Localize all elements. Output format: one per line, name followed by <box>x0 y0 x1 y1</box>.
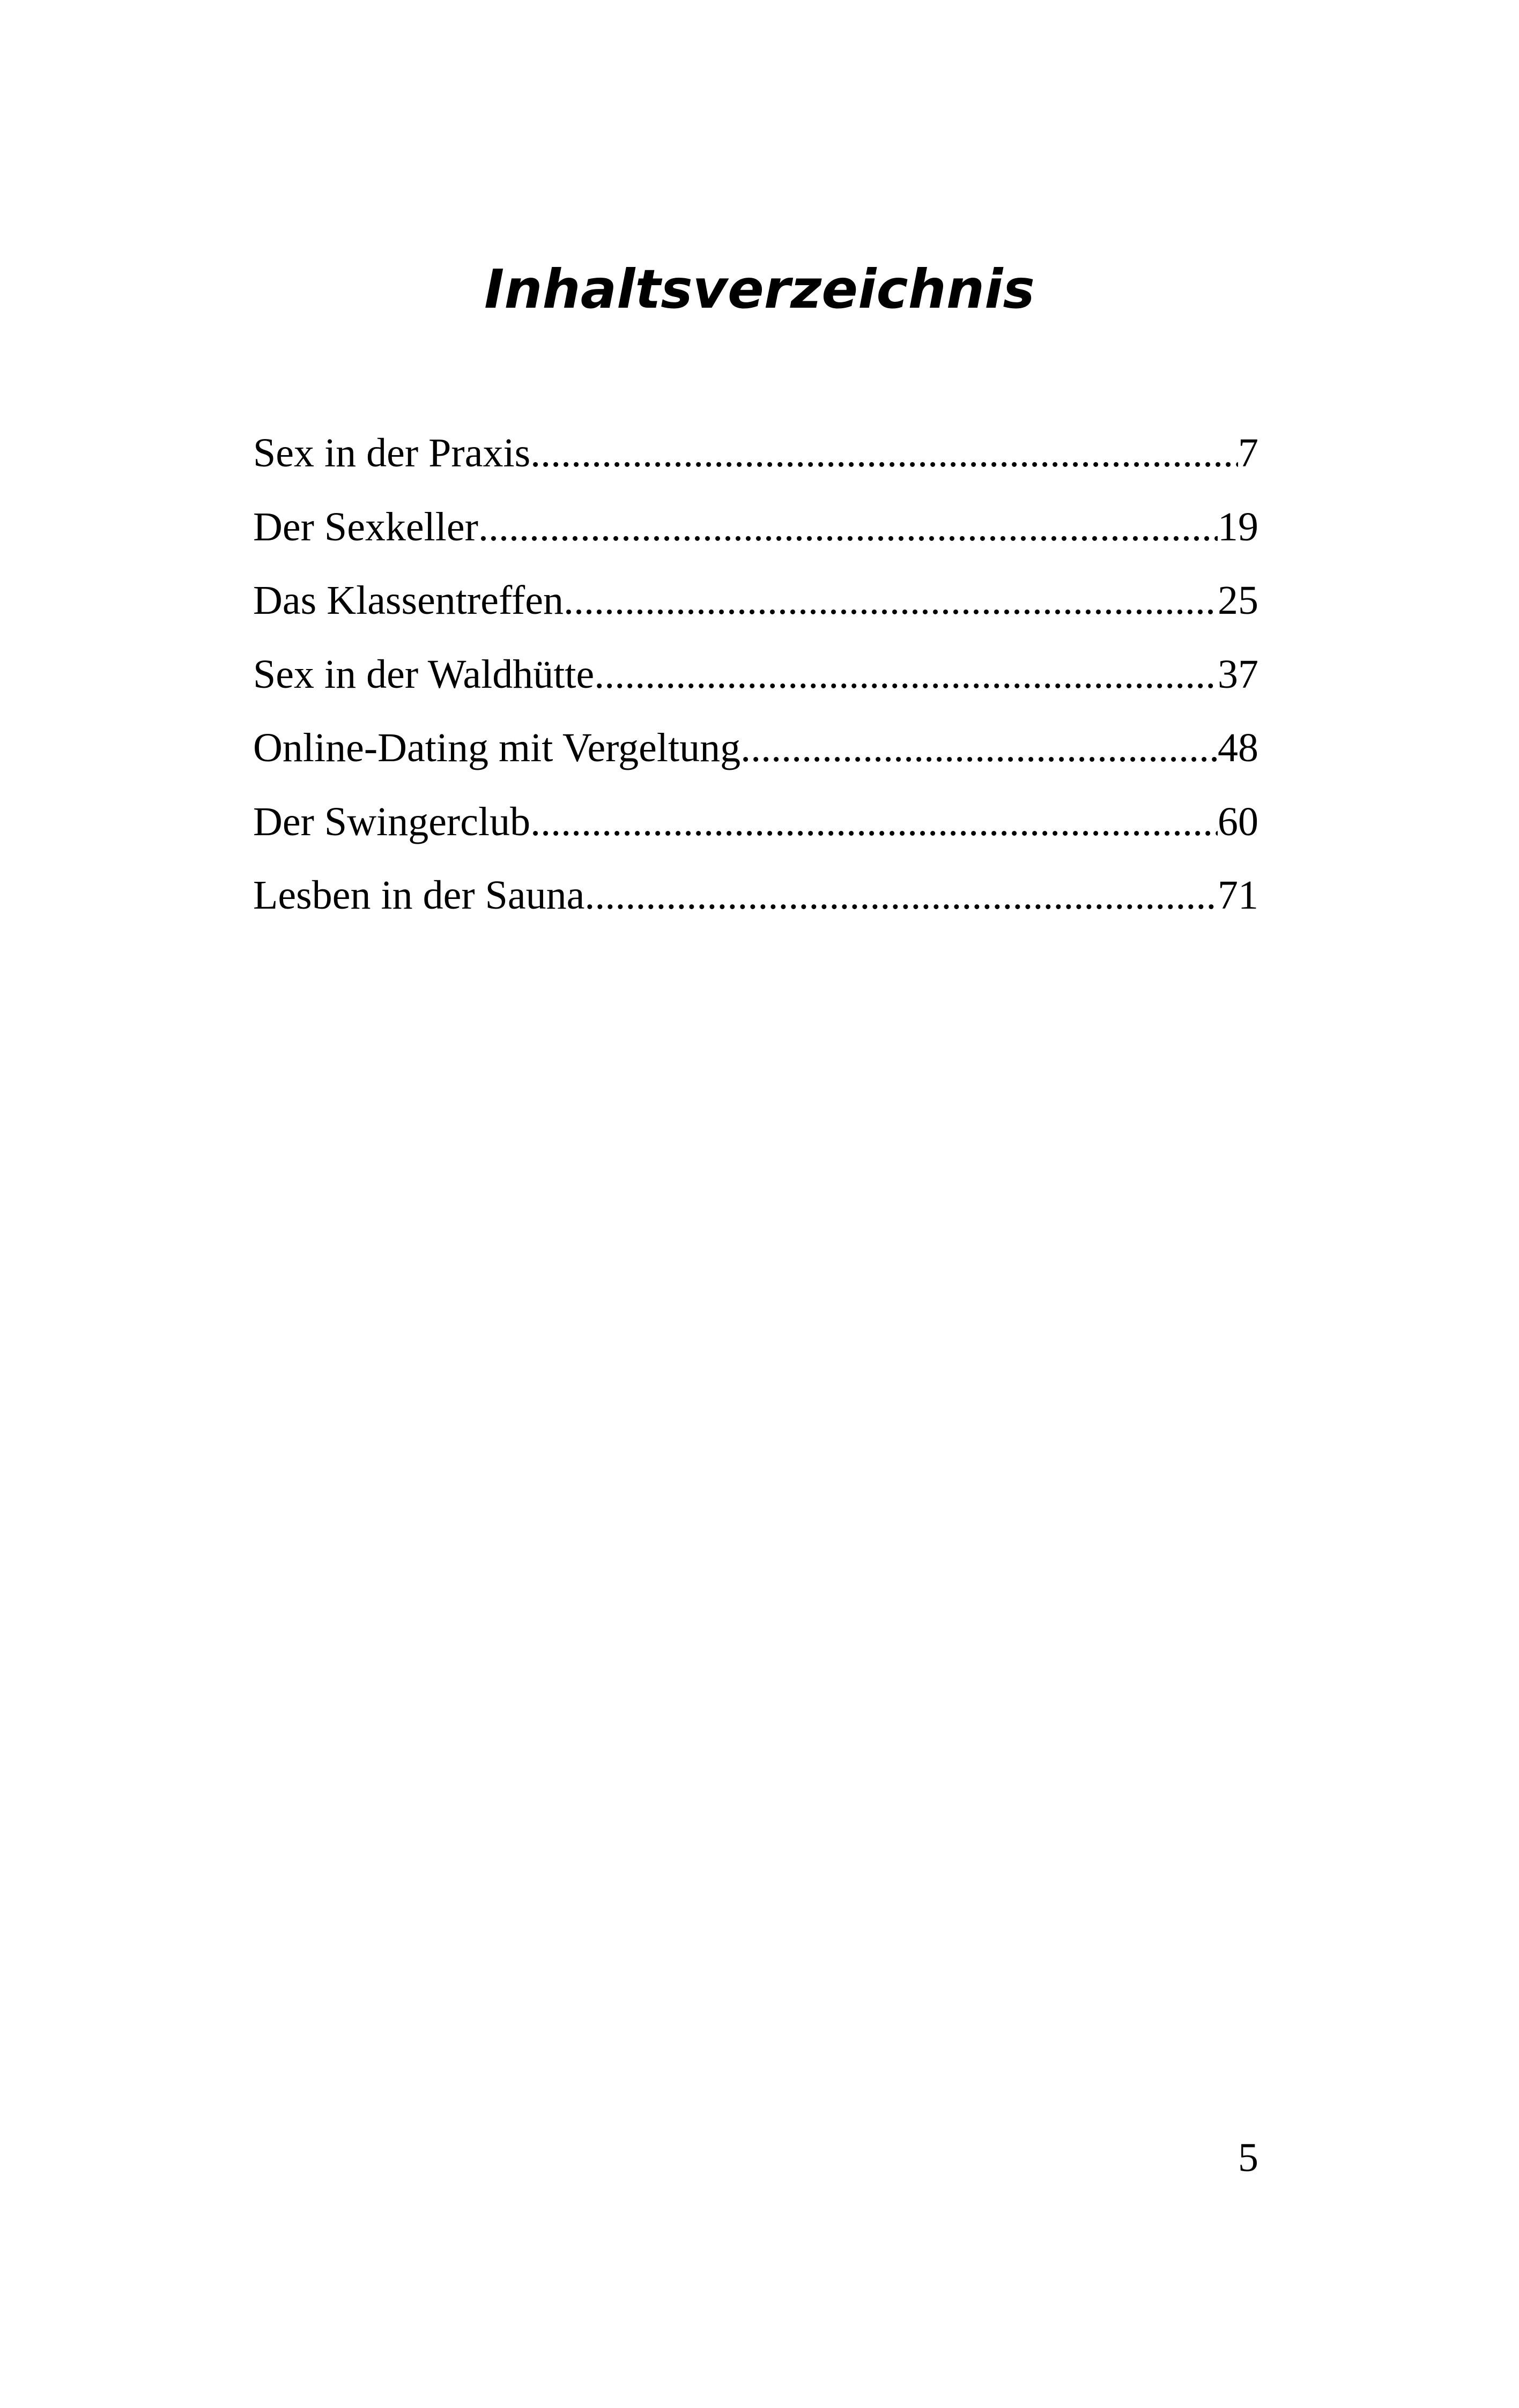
toc-entry-page-number: 37 <box>1218 651 1258 697</box>
toc-entry <box>253 423 1258 497</box>
toc-entry <box>253 718 1258 792</box>
toc-entry-page-number: 60 <box>1218 799 1258 844</box>
toc-dot-leader <box>530 792 1218 851</box>
toc-dot-leader <box>740 718 1218 777</box>
toc-entry-page-number: 48 <box>1218 725 1258 770</box>
table-of-contents <box>253 423 1258 940</box>
toc-dot-leader <box>594 645 1218 704</box>
toc-entry-title: Sex in der Praxis <box>253 430 531 475</box>
toc-entry-title: Das Klassentreffen <box>253 578 564 623</box>
toc-entry <box>253 792 1258 866</box>
toc-dot-leader <box>530 423 1238 482</box>
toc-entry-page-number: 25 <box>1218 578 1258 623</box>
toc-entry-title: Online-Dating mit Vergeltung <box>253 725 741 770</box>
toc-entry-page-number: 71 <box>1218 873 1258 918</box>
page-title: Inhaltsverzeichnis <box>484 258 1035 321</box>
toc-entry-title: Lesben in der Sauna <box>253 873 585 918</box>
page-number: 5 <box>1238 2135 1258 2180</box>
toc-dot-leader <box>478 497 1218 556</box>
toc-dot-leader <box>564 571 1218 630</box>
toc-entry-title: Der Swingerclub <box>253 799 531 844</box>
toc-entry-page-number: 7 <box>1238 430 1258 475</box>
toc-entry <box>253 645 1258 719</box>
toc-entry <box>253 497 1258 571</box>
toc-entry-title: Der Sexkeller <box>253 504 478 549</box>
toc-entry-page-number: 19 <box>1218 504 1258 549</box>
toc-entry-title: Sex in der Waldhütte <box>253 651 595 697</box>
toc-dot-leader <box>584 866 1218 925</box>
toc-entry <box>253 571 1258 645</box>
toc-entry <box>253 866 1258 940</box>
